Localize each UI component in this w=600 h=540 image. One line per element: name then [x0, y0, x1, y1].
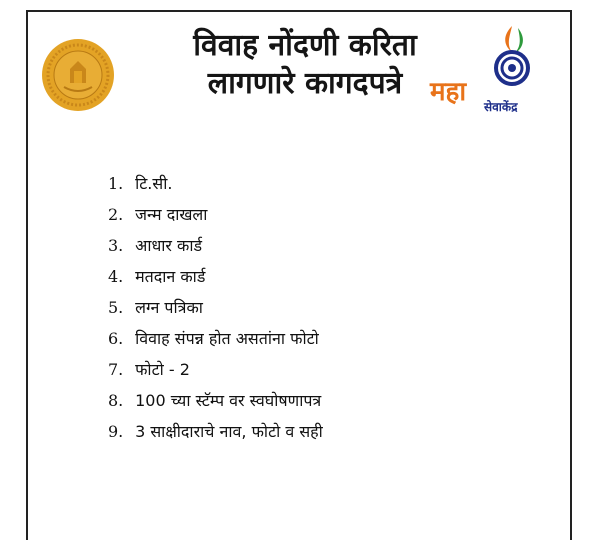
list-item-number: 7. [108, 360, 124, 379]
title-line-1: विवाह नोंदणी करिता [193, 28, 417, 63]
list-item [108, 199, 323, 230]
logo-subtext: सेवाकेंद्र [484, 100, 518, 114]
list-item [108, 385, 323, 416]
maha-seva-kendra-logo [428, 22, 548, 122]
list-item [108, 230, 323, 261]
list-item-text: 100 च्या स्टॅम्प वर स्वघोषणापत्र [135, 391, 322, 410]
page-title [160, 27, 450, 103]
list-item [108, 323, 323, 354]
list-item-text: 3 साक्षीदाराचे नाव, फोटो व सही [135, 422, 323, 441]
list-item-text: विवाह संपन्न होत असतांना फोटो [135, 329, 319, 348]
list-item [108, 261, 323, 292]
list-item-text: मतदान कार्ड [135, 267, 206, 286]
list-item-number: 6. [108, 329, 124, 348]
flame-spiral-icon [482, 22, 542, 88]
required-documents-list [108, 168, 323, 447]
list-item-number: 4. [108, 267, 124, 286]
list-item-text: टि.सी. [135, 174, 173, 193]
list-item-number: 5. [108, 298, 124, 317]
list-item-text: लग्न पत्रिका [135, 298, 203, 317]
maharashtra-seal-icon [40, 37, 116, 113]
list-item [108, 354, 323, 385]
list-item [108, 168, 323, 199]
list-item-number: 1. [108, 174, 124, 193]
list-item-number: 3. [108, 236, 124, 255]
title-line-2: लागणारे कागदपत्रे [207, 66, 403, 101]
list-item-text: आधार कार्ड [135, 236, 203, 255]
list-item-text: फोटो - 2 [135, 360, 190, 379]
list-item-number: 2. [108, 205, 124, 224]
logo-text: महा [430, 77, 467, 107]
list-item [108, 292, 323, 323]
list-item-number: 9. [108, 422, 124, 441]
list-item [108, 416, 323, 447]
list-item-number: 8. [108, 391, 124, 410]
list-item-text: जन्म दाखला [135, 205, 208, 224]
